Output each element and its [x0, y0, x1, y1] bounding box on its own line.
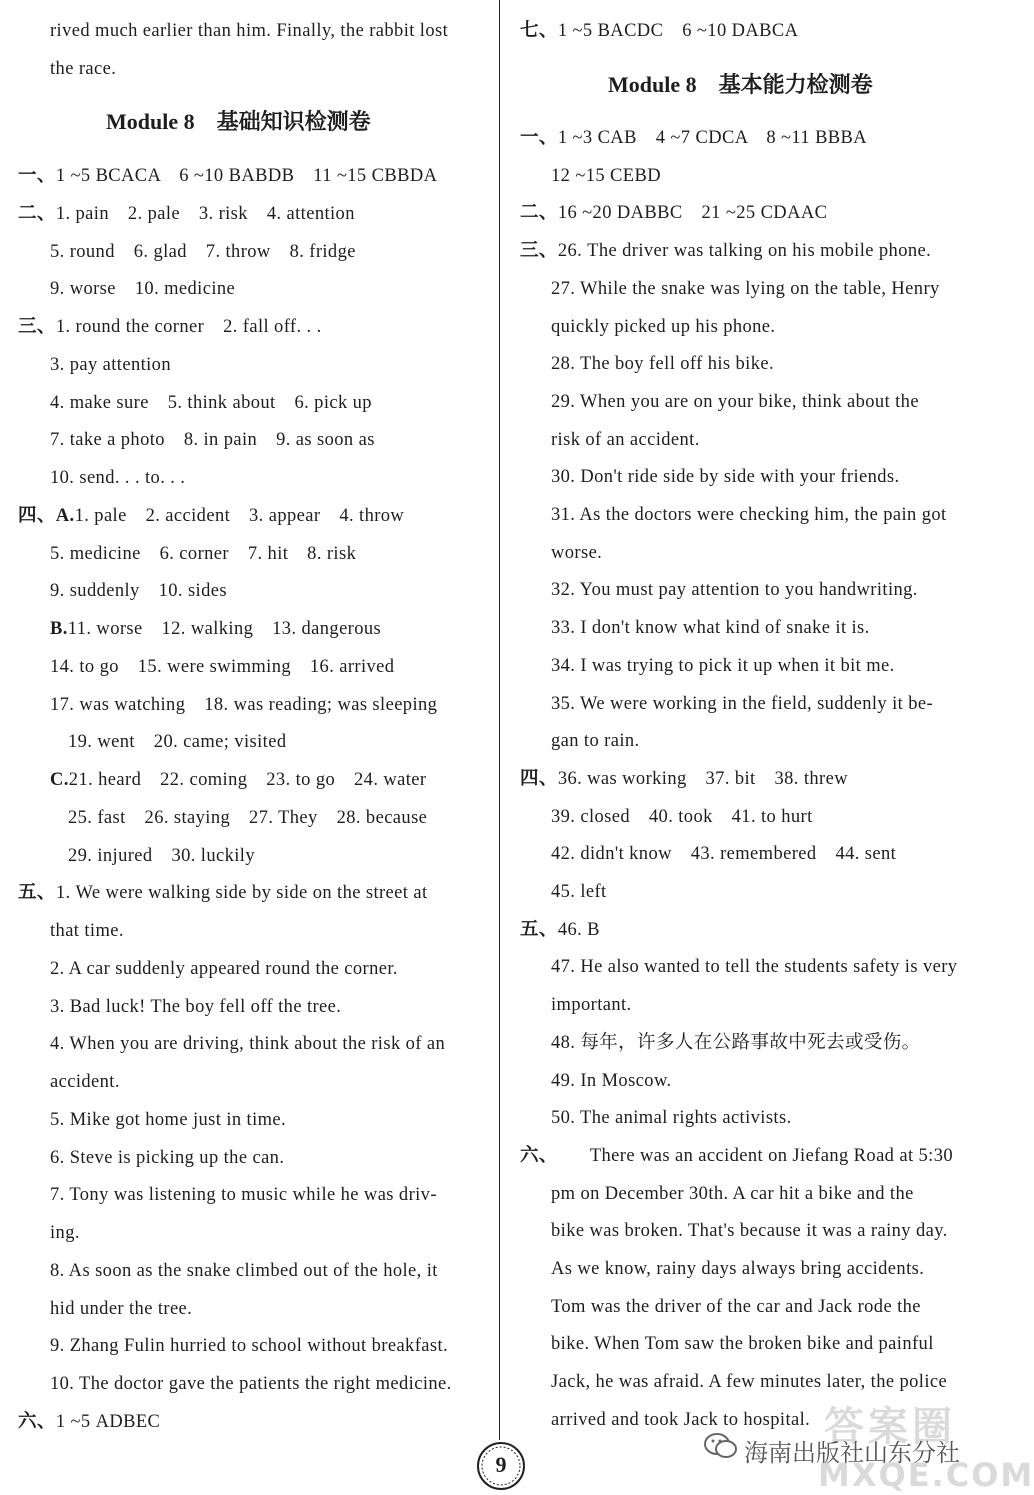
answer-line	[551, 541, 602, 565]
answer-line	[50, 277, 235, 301]
section-mark: 一、	[18, 166, 56, 186]
answer-line	[551, 654, 895, 678]
section-mark: 三、	[520, 241, 558, 262]
answer-line	[551, 277, 940, 301]
answer-line	[68, 730, 286, 754]
answer-line	[520, 1144, 953, 1168]
page-number: 9	[495, 1452, 507, 1477]
answer-text: 47. He also wanted to tell the students safety is very	[551, 957, 958, 978]
answer-text: 31. As the doctors were checking him, the pain got	[551, 505, 947, 525]
answer-line	[520, 239, 931, 263]
answer-line	[551, 729, 640, 753]
section-mark: 五、	[18, 883, 56, 904]
answer-text: 29. When you are on your bike, think about the	[551, 391, 919, 412]
watermark-account: 海南出版社山东分社	[744, 1439, 960, 1467]
answer-text: 6. Steve is picking up the can.	[50, 1147, 285, 1168]
answer-text: 27. While the snake was lying on the table, Henry	[551, 278, 940, 299]
section-heading: Module 8 基本能力检测卷	[608, 72, 873, 97]
answer-line	[50, 1146, 284, 1170]
answer-line	[18, 1410, 160, 1434]
answer-line	[551, 993, 632, 1017]
answer-line	[551, 1031, 921, 1055]
answer-line	[18, 881, 428, 905]
answer-text: worse.	[551, 542, 603, 563]
answer-text: gan to rain.	[551, 731, 640, 752]
section-mark: 七、	[520, 21, 558, 41]
answer-text: 8. As soon as the snake climbed out of the hole, it	[50, 1260, 438, 1281]
answer-text: 16 ~20 DABBC 21 ~25 CDAAC	[557, 203, 828, 224]
answer-text: 9. suddenly 10. sides	[50, 581, 227, 602]
answer-text: 25. fast 26. staying 27. They 28. because	[68, 807, 428, 828]
answer-line	[551, 390, 919, 414]
answer-line	[551, 1069, 672, 1093]
answer-text: 10. The doctor gave the patients the right medicine.	[50, 1374, 452, 1394]
answer-text: 4. make sure 5. think about 6. pick up	[50, 392, 372, 413]
answer-line	[520, 918, 600, 942]
answer-line	[50, 579, 227, 603]
answer-text: 34. I was trying to pick it up when it bit me.	[551, 655, 895, 676]
answer-line	[551, 1408, 810, 1432]
answer-line	[18, 315, 322, 339]
section-mark: 六、	[18, 1411, 56, 1432]
section-mark: B.	[50, 619, 68, 639]
answer-text: 7. take a photo 8. in pain 9. as soon as	[50, 430, 375, 451]
answer-line	[50, 1070, 120, 1094]
watermark-url: MXQE.COM	[818, 1456, 1034, 1494]
answer-line	[50, 391, 372, 415]
answer-line	[551, 428, 700, 452]
answer-line	[551, 955, 957, 979]
answer-line	[18, 504, 404, 528]
section-mark: 四、	[520, 768, 558, 789]
answer-text: 11. worse 12. walking 13. dangerous	[67, 619, 382, 639]
answer-line	[520, 19, 798, 43]
answer-line	[18, 202, 355, 226]
answer-line	[50, 919, 124, 943]
section-mark: 五、	[520, 919, 558, 940]
answer-text: quickly picked up his phone.	[551, 316, 776, 337]
answer-text: 9. Zhang Fulin hurried to school without breakfast.	[50, 1336, 449, 1357]
answer-line	[50, 1259, 438, 1283]
answer-line	[551, 616, 870, 640]
watermark-logo: 答案圈	[824, 1404, 956, 1450]
answer-text: hid under the tree.	[50, 1298, 193, 1319]
answer-text: 14. to go 15. were swimming 16. arrived	[50, 656, 395, 677]
answer-line	[50, 617, 381, 641]
answer-line	[18, 164, 437, 188]
answer-line	[551, 1370, 947, 1394]
answer-text: accident.	[50, 1072, 120, 1092]
answer-text: 50. The animal rights activists.	[551, 1108, 792, 1129]
answer-text: Jack, he was afraid. A few minutes later, the police	[551, 1372, 948, 1393]
answer-text: 35. We were working in the field, suddenly it be-	[551, 693, 934, 714]
answer-text: pm on December 30th. A car hit a bike and the	[551, 1183, 914, 1204]
answer-line	[551, 692, 933, 716]
answer-line	[551, 1295, 921, 1319]
answer-line	[520, 126, 867, 150]
answer-text: 5. Mike got home just in time.	[50, 1109, 287, 1130]
answer-text: 4. When you are driving, think about the risk of an	[50, 1034, 446, 1055]
answer-text: 48. 每年，许多人在公路事故中死去或受伤。	[551, 1032, 921, 1053]
answer-text: 3. pay attention	[50, 354, 171, 375]
answer-text: bike was broken. That's because it was a rainy day.	[551, 1221, 948, 1242]
answer-text: 21. heard 22. coming 23. to go 24. water	[68, 770, 427, 790]
answer-line	[551, 805, 813, 829]
answer-line	[520, 767, 848, 791]
answer-line	[551, 578, 918, 602]
answer-text: 5. medicine 6. corner 7. hit 8. risk	[50, 543, 357, 564]
answer-line	[50, 957, 398, 981]
answer-text: 32. You must pay attention to you handwriting.	[551, 580, 918, 601]
answer-line	[551, 352, 774, 376]
answer-text: 49. In Moscow.	[551, 1070, 672, 1091]
section-heading: Module 8 基础知识检测卷	[106, 109, 371, 134]
answer-line	[50, 655, 394, 679]
answer-text: 1. pale 2. accident 3. appear 4. throw	[74, 505, 405, 526]
column-divider	[499, 0, 500, 1440]
answer-line	[68, 806, 427, 830]
answer-line	[50, 1221, 80, 1245]
wechat-icon	[704, 1432, 738, 1460]
answer-text: As we know, rainy days always bring accidents.	[551, 1259, 925, 1279]
answer-text: 10. send. . . to. . .	[50, 468, 186, 488]
answer-line	[50, 1183, 437, 1207]
answer-text: 1 ~5 ADBEC	[55, 1411, 161, 1432]
answer-text: 36. was working 37. bit 38. threw	[557, 768, 848, 789]
answer-text: 26. The driver was talking on his mobile phone.	[557, 241, 932, 262]
answer-text: 1 ~5 BACDC 6 ~10 DABCA	[557, 21, 799, 41]
answer-text: 29. injured 30. luckily	[68, 845, 255, 866]
answer-text: 7. Tony was listening to music while he was driv-	[50, 1185, 437, 1206]
answer-line	[50, 353, 171, 377]
section-mark: 四、A.	[18, 505, 75, 526]
answer-text: 1 ~3 CAB 4 ~7 CDCA 8 ~11 BBBA	[557, 128, 868, 148]
section-mark: 三、	[18, 317, 56, 337]
answer-line	[50, 1032, 445, 1056]
answer-line	[50, 1108, 286, 1132]
answer-text: 46. B	[557, 919, 600, 940]
answer-text: 19. went 20. came; visited	[68, 732, 287, 753]
answer-text: 28. The boy fell off his bike.	[551, 354, 775, 375]
answer-text: 5. round 6. glad 7. throw 8. fridge	[50, 241, 356, 262]
answer-line	[68, 844, 255, 868]
answer-line	[551, 315, 775, 339]
section-mark: 六、	[520, 1145, 558, 1166]
section-mark: 二、	[18, 203, 56, 224]
answer-text: 3. Bad luck! The boy fell off the tree.	[50, 996, 342, 1017]
answer-text: 17. was watching 18. was reading; was sleeping	[50, 694, 438, 715]
answer-line	[551, 1182, 914, 1206]
answer-line	[50, 1297, 192, 1321]
answer-line	[50, 1372, 452, 1396]
answer-line	[50, 693, 437, 717]
answer-text: 1. We were walking side by side on the street at	[55, 883, 428, 904]
answer-text: bike. When Tom saw the broken bike and painful	[551, 1334, 934, 1355]
answer-line	[551, 1106, 792, 1130]
answer-line	[551, 1257, 924, 1281]
answer-text: 39. closed 40. took 41. to hurt	[551, 806, 813, 827]
answer-text: arrived and took Jack to hospital.	[551, 1409, 811, 1430]
answer-text: 42. didn't know 43. remembered 44. sent	[551, 844, 897, 865]
answer-text: 2. A car suddenly appeared round the corner.	[50, 958, 398, 979]
answer-line	[551, 164, 661, 188]
answer-line	[50, 768, 426, 792]
intro-line: rived much earlier than him. Finally, the rabbit lost	[50, 21, 449, 41]
answer-line	[551, 503, 947, 527]
answer-text: ing.	[50, 1223, 80, 1243]
answer-line	[520, 201, 827, 225]
answer-text: 33. I don't know what kind of snake it is.	[551, 618, 870, 639]
answer-text: 1. pain 2. pale 3. risk 4. attention	[55, 203, 355, 224]
answer-text: 30. Don't ride side by side with your friends.	[551, 467, 900, 488]
answer-line	[551, 465, 900, 489]
answer-text: 12 ~15 CEBD	[551, 165, 661, 186]
answer-text: important.	[551, 995, 632, 1016]
answer-text: 9. worse 10. medicine	[50, 279, 236, 300]
answer-text: There was an accident on Jiefang Road at 5:30	[589, 1145, 954, 1166]
answer-text: 1 ~5 BCACA 6 ~10 BABDB 11 ~15 CBBDA	[55, 166, 438, 186]
answer-text: 1. round the corner 2. fall off. . .	[55, 317, 322, 337]
answer-line	[551, 880, 607, 904]
section-mark: 二、	[520, 203, 558, 224]
answer-line	[50, 995, 341, 1019]
answer-line	[50, 542, 356, 566]
section-mark: C.	[50, 770, 69, 790]
section-mark: 一、	[520, 128, 558, 148]
answer-text: Tom was the driver of the car and Jack rode the	[551, 1296, 921, 1317]
answer-line	[551, 842, 896, 866]
answer-text: risk of an accident.	[551, 429, 700, 450]
answer-line	[50, 466, 185, 490]
answer-line	[551, 1332, 934, 1356]
answer-text: that time.	[50, 921, 124, 941]
answer-line	[50, 428, 375, 452]
answer-line	[50, 240, 356, 264]
intro-line: the race.	[50, 59, 117, 79]
answer-line	[50, 1334, 448, 1358]
answer-text: 45. left	[551, 882, 607, 902]
answer-line	[551, 1219, 948, 1243]
